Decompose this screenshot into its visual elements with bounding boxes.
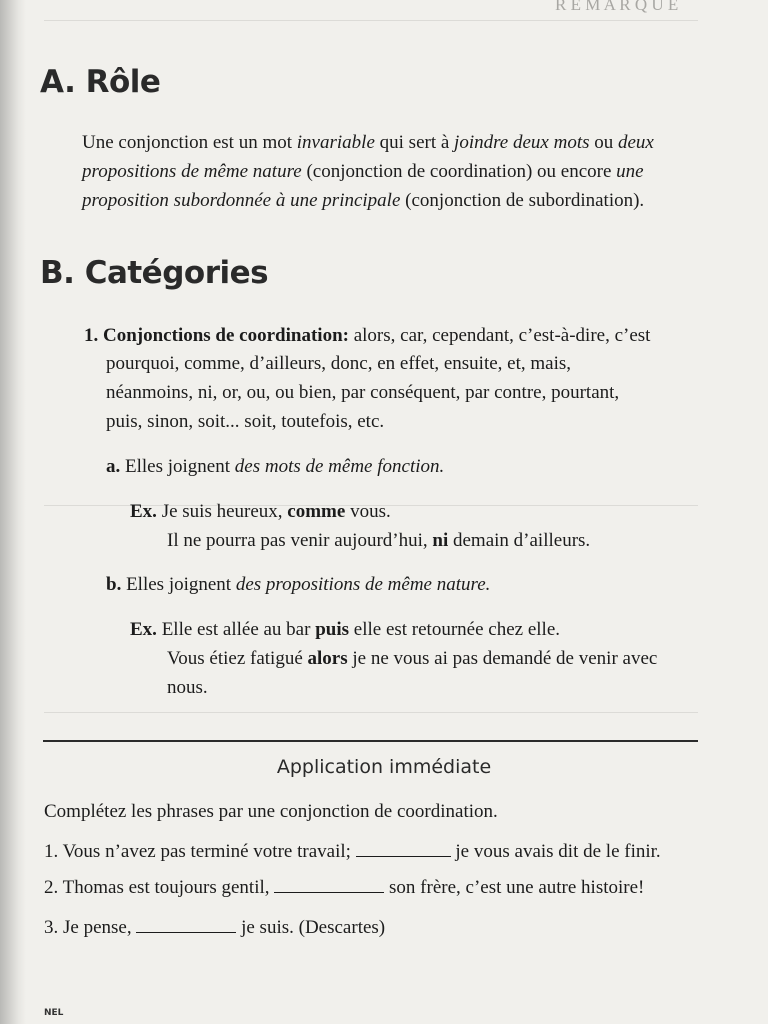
coordination-list-line: pourquoi, comme, d’ailleurs, donc, en effet, ensuite, et, mais,	[106, 353, 572, 374]
subpoint-a	[106, 453, 444, 481]
bleed-through-rule	[44, 712, 698, 713]
subpoint-text: Elles joignent	[126, 574, 236, 595]
example-text: Je suis heureux,	[161, 501, 288, 522]
para-text: ou	[589, 132, 618, 153]
section-divider	[43, 740, 698, 742]
subpoint-letter: a.	[106, 456, 121, 477]
exercise-instruction: Complétez les phrases par une conjonction de coordination.	[44, 801, 498, 822]
subpoint-b	[106, 571, 490, 599]
example-keyword: comme	[287, 501, 346, 522]
question-text: 1. Vous n’avez pas terminé votre travail;	[44, 841, 356, 862]
example-label: Ex.	[130, 619, 157, 640]
para-emphasis: deux propositions de même nature	[82, 132, 654, 182]
example-keyword: puis	[315, 619, 350, 640]
example-text: Il ne pourra pas venir aujourd’hui,	[167, 530, 433, 551]
example-text: demain d’ailleurs.	[448, 530, 591, 551]
subpoint-emphasis: des propositions de même nature.	[235, 574, 491, 595]
subpoint-text: Elles joignent	[125, 456, 235, 477]
answer-blank[interactable]	[356, 842, 451, 857]
item-title: Conjonctions de coordination:	[103, 325, 349, 346]
page-binding-shadow	[0, 0, 26, 1024]
example-line	[167, 645, 657, 673]
section-a-heading: A. Rôle	[40, 64, 161, 100]
para-text: (conjonction de coordination) ou encore	[301, 161, 617, 182]
example-text: Elle est allée au bar	[161, 619, 316, 640]
answer-blank[interactable]	[136, 918, 236, 933]
exercise-question	[44, 914, 385, 942]
application-title: Application immédiate	[276, 756, 492, 778]
coordination-list-line: néanmoins, ni, or, ou, ou bien, par conséquent, par contre, pourtant,	[106, 382, 620, 403]
example-line	[130, 498, 391, 526]
subpoint-letter: b.	[106, 574, 122, 595]
para-emphasis: une proposition subordonnée à une principale	[82, 161, 644, 211]
question-text: je suis. (Descartes)	[236, 917, 386, 938]
section-a-paragraph	[82, 128, 702, 215]
coordination-list-line: puis, sinon, soit... soit, toutefois, etc.	[106, 411, 385, 432]
para-text: qui sert à	[374, 132, 455, 153]
para-emphasis: joindre deux mots	[454, 132, 590, 153]
section-b-heading: B. Catégories	[40, 255, 269, 291]
answer-blank[interactable]	[274, 878, 384, 893]
question-text: 2. Thomas est toujours gentil,	[44, 877, 275, 898]
question-text: 3. Je pense,	[44, 917, 137, 938]
bleed-through-text: R E M A R Q U E	[555, 0, 679, 14]
exercise-question	[44, 838, 661, 866]
example-text: je ne vous ai pas demandé de venir avec	[347, 648, 658, 669]
example-line	[130, 616, 560, 644]
item-number: 1.	[84, 325, 99, 346]
example-keyword: ni	[432, 530, 449, 551]
example-text: elle est retournée chez elle.	[349, 619, 561, 640]
subpoint-emphasis: des mots de même fonction.	[234, 456, 445, 477]
example-text: vous.	[345, 501, 391, 522]
para-text: Une conjonction est un mot	[82, 132, 297, 153]
para-emphasis: invariable	[296, 132, 375, 153]
example-label: Ex.	[130, 501, 157, 522]
example-line	[167, 527, 590, 555]
example-line: nous.	[167, 677, 208, 698]
question-text: son frère, c’est une autre histoire!	[384, 877, 645, 898]
exercise-question	[44, 874, 644, 902]
publisher-mark: NEL	[44, 1008, 64, 1018]
para-text: (conjonction de subordination).	[400, 190, 645, 211]
example-text: Vous étiez fatigué	[167, 648, 308, 669]
question-text: je vous avais dit de le finir.	[450, 841, 661, 862]
example-keyword: alors	[307, 648, 348, 669]
bleed-through-rule	[44, 20, 698, 21]
list-text: alors, car, cependant, c’est-à-dire, c’est	[348, 325, 651, 346]
coordination-list-line	[84, 322, 650, 350]
